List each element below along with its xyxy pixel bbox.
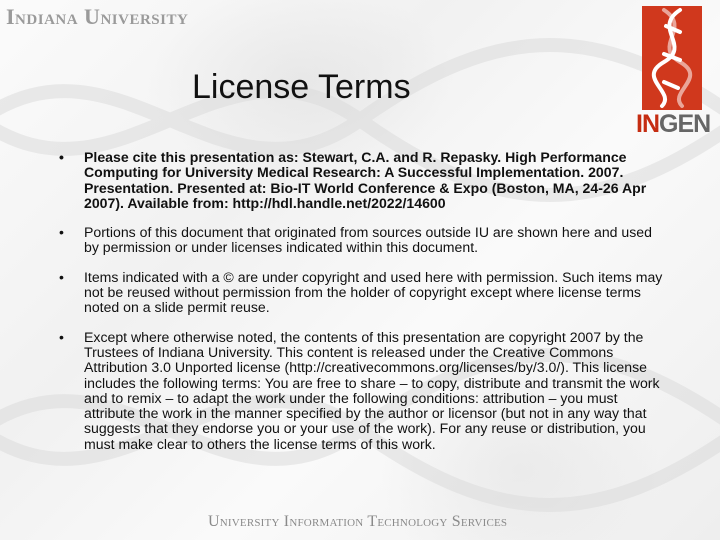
bullet-icon: • [59, 268, 64, 285]
license-bullet-list [56, 150, 666, 466]
bullet-icon: • [59, 149, 64, 165]
ingen-wordmark-red: IN [636, 110, 659, 138]
slide-title: License Terms [192, 68, 411, 106]
citation-text: Please cite this presentation as: Stewart, C.A. and R. Repasky. High Performance Computing for University Medical Research: A Successful Implementation. 2007. Presentation. Presented at: Bio-IT World Conference & Expo (Boston, MA, 24-26 Apr 2007). Available from: http://hdl.handle.net/2022/14600 [84, 149, 647, 211]
portions-text: Portions of this document that originated from sources outside IU are shown here and used by permission or under licenses indicated within this document. [84, 224, 652, 256]
list-item [56, 330, 666, 452]
list-item [56, 225, 666, 256]
helix-icon [642, 6, 702, 110]
bullet-icon: • [59, 328, 64, 345]
copyright-items-text: Items indicated with a © are under copyright and used here with permission. Such items may not be reused without permission from the holder of copyright except where license terms noted on a slide permit reuse. [84, 268, 663, 316]
list-item [56, 150, 666, 211]
bullet-icon: • [59, 224, 64, 241]
ingen-wordmark-gray: GEN [659, 110, 711, 138]
ingen-helix-mark [642, 6, 702, 110]
indiana-university-logo: Indiana University [6, 4, 189, 29]
license-text: Except where otherwise noted, the contents of this presentation are copyright 2007 by the Trustees of Indiana University. This content is released under the Creative Commons Attribution 3.0 Unported license (http://creativecommons.org/licenses/by/3.0/). This license includes the following terms: You are free to share – to copy, distribute and transmit the work and to remix – to adapt the work under the following conditions: attribution – you must attribute the work in the manner specified by the author or licensor (but not in any way that suggests that they endorse you or your use of the work). For any reuse or distribution, you must make clear to others the license terms of this work. [84, 328, 660, 452]
uits-footer-logo: University Information Technology Services [208, 513, 508, 530]
list-item [56, 270, 666, 316]
ingen-logo [636, 6, 711, 138]
ingen-wordmark [636, 110, 711, 139]
